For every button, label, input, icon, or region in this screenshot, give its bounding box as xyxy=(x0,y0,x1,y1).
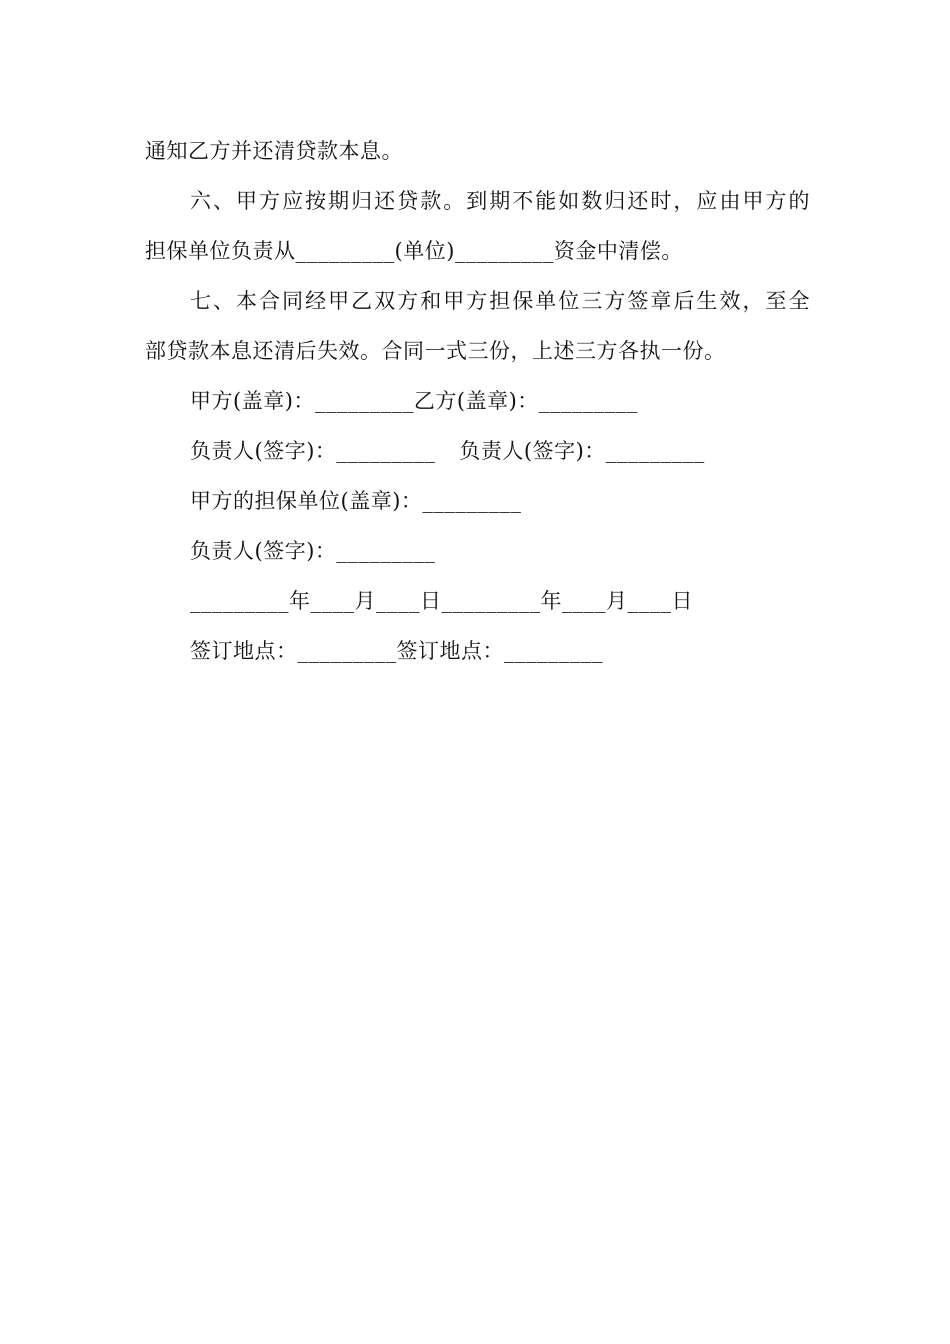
paragraph-5-end: 通知乙方并还清贷款本息。 xyxy=(145,139,403,163)
head-signature-line xyxy=(190,436,855,466)
head-signature-a: 负责人(签字)：_________ xyxy=(190,439,436,463)
head-signature-b: 负责人(签字)：_________ xyxy=(459,439,705,463)
signing-place-line: 签订地点：_________签订地点：_________ xyxy=(190,639,603,663)
paragraph-7-line-2: 部贷款本息还清后失效。合同一式三份，上述三方各执一份。 xyxy=(145,339,726,363)
paragraph-6-line-1: 六、甲方应按期归还贷款。到期不能如数归还时，应由甲方的 xyxy=(190,189,810,213)
guarantor-seal-line: 甲方的担保单位(盖章)：_________ xyxy=(190,489,522,513)
date-line: _________年____月____日_________年____月____日 xyxy=(190,589,693,613)
party-seal-line: 甲方(盖章)：_________乙方(盖章)：_________ xyxy=(190,389,638,413)
paragraph-7-line-1: 七、本合同经甲乙双方和甲方担保单位三方签章后生效，至全 xyxy=(190,289,810,313)
guarantor-head-signature-line: 负责人(签字)：_________ xyxy=(190,539,436,563)
paragraph-6-line-2: 担保单位负责从_________(单位)_________资金中清偿。 xyxy=(145,239,683,263)
